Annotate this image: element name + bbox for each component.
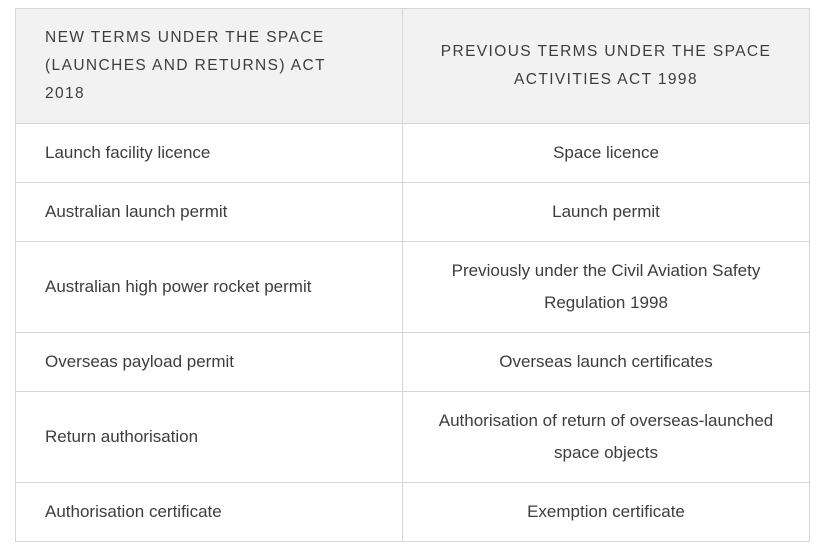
previous-term-cell: Launch permit bbox=[403, 183, 810, 242]
table-row bbox=[16, 333, 810, 392]
table-row bbox=[16, 242, 810, 333]
table-row bbox=[16, 183, 810, 242]
new-term-cell: Australian launch permit bbox=[16, 183, 403, 242]
table-row bbox=[16, 392, 810, 483]
table-header-row bbox=[16, 9, 810, 124]
new-term-cell: Australian high power rocket permit bbox=[16, 242, 403, 333]
new-term-cell: Return authorisation bbox=[16, 392, 403, 483]
header-new-terms: NEW TERMS UNDER THE SPACE (LAUNCHES AND RETURNS) ACT 2018 bbox=[16, 9, 403, 124]
previous-term-cell: Previously under the Civil Aviation Safety Regulation 1998 bbox=[403, 242, 810, 333]
table-body bbox=[16, 124, 810, 542]
table-row bbox=[16, 483, 810, 542]
table-header bbox=[16, 9, 810, 124]
previous-term-cell: Authorisation of return of overseas-launched space objects bbox=[403, 392, 810, 483]
table-row bbox=[16, 124, 810, 183]
previous-term-cell: Space licence bbox=[403, 124, 810, 183]
new-term-cell: Launch facility licence bbox=[16, 124, 403, 183]
header-previous-terms: PREVIOUS TERMS UNDER THE SPACE ACTIVITIES ACT 1998 bbox=[403, 9, 810, 124]
previous-term-cell: Overseas launch certificates bbox=[403, 333, 810, 392]
previous-term-cell: Exemption certificate bbox=[403, 483, 810, 542]
new-term-cell: Authorisation certificate bbox=[16, 483, 403, 542]
new-term-cell: Overseas payload permit bbox=[16, 333, 403, 392]
terms-comparison-table bbox=[15, 8, 810, 542]
